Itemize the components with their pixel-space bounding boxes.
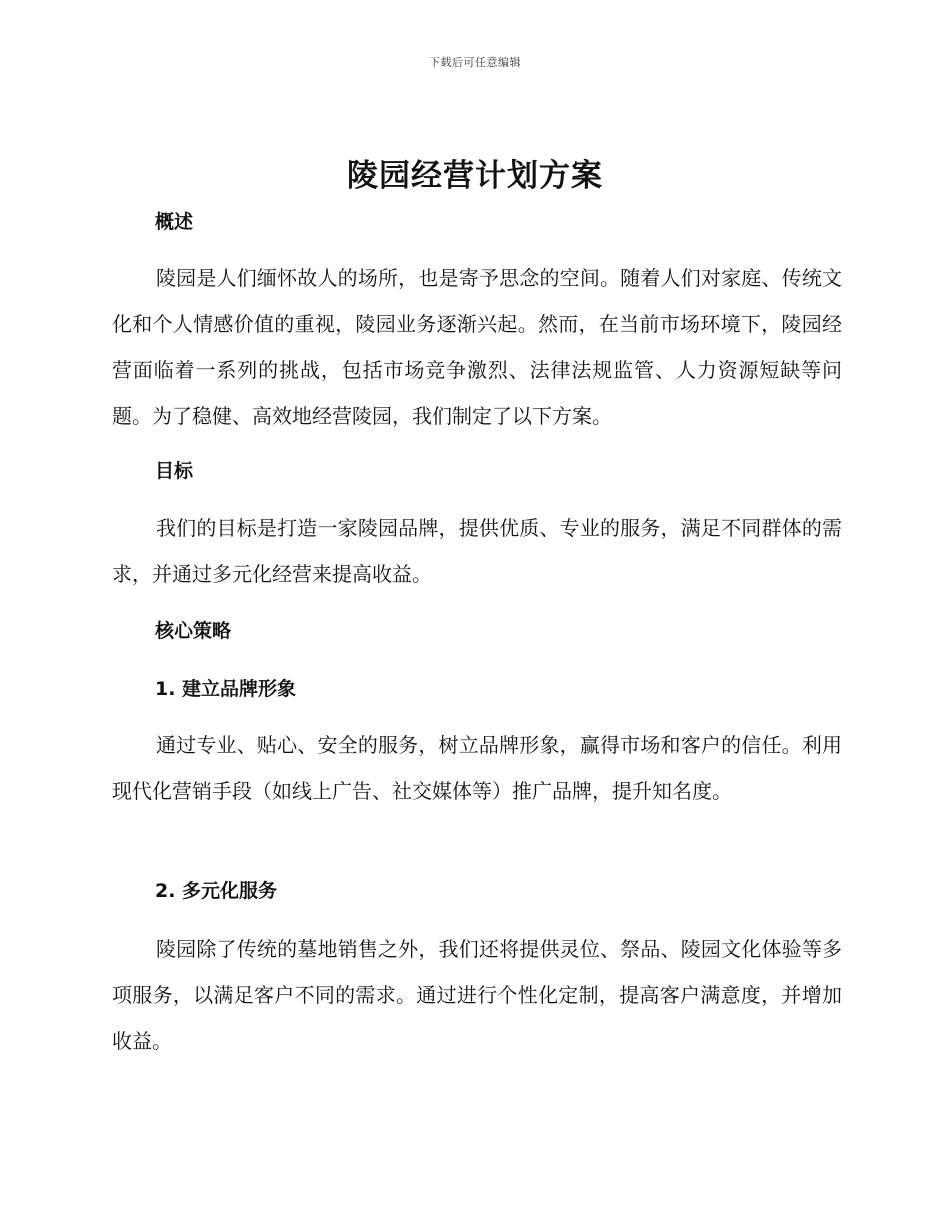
subsection-paragraph-brand-image: 通过专业、贴心、安全的服务，树立品牌形象，赢得市场和客户的信任。利用现代化营销手段（如线上广告、社交媒体等）推广品牌，提升知名度。 xyxy=(112,733,842,803)
subsection-heading-brand-image: 1. 建立品牌形象 xyxy=(155,678,297,700)
section-heading-goal: 目标 xyxy=(155,460,194,482)
subsection-paragraph-diversified-services: 陵园除了传统的墓地销售之外，我们还将提供灵位、祭品、陵园文化体验等多项服务，以满足客户不同的需求。通过进行个性化定制，提高客户满意度，并增加收益。 xyxy=(112,937,842,1053)
section-heading-core-strategy: 核心策略 xyxy=(155,620,232,642)
page-header-note: 下载后可任意编辑 xyxy=(429,56,521,69)
section-paragraph-overview: 陵园是人们缅怀故人的场所，也是寄予思念的空间。随着人们对家庭、传统文化和个人情感价值的重视，陵园业务逐渐兴起。然而，在当前市场环境下，陵园经营面临着一系列的挑战，包括市场竞争激烈、法律法规监管、人力资源短缺等问题。为了稳健、高效地经营陵园，我们制定了以下方案。 xyxy=(112,266,842,428)
section-paragraph-goal: 我们的目标是打造一家陵园品牌，提供优质、专业的服务，满足不同群体的需求，并通过多元化经营来提高收益。 xyxy=(112,516,842,586)
section-heading-overview: 概述 xyxy=(155,211,194,233)
document-title: 陵园经营计划方案 xyxy=(347,158,603,194)
subsection-heading-diversified-services: 2. 多元化服务 xyxy=(155,880,278,902)
